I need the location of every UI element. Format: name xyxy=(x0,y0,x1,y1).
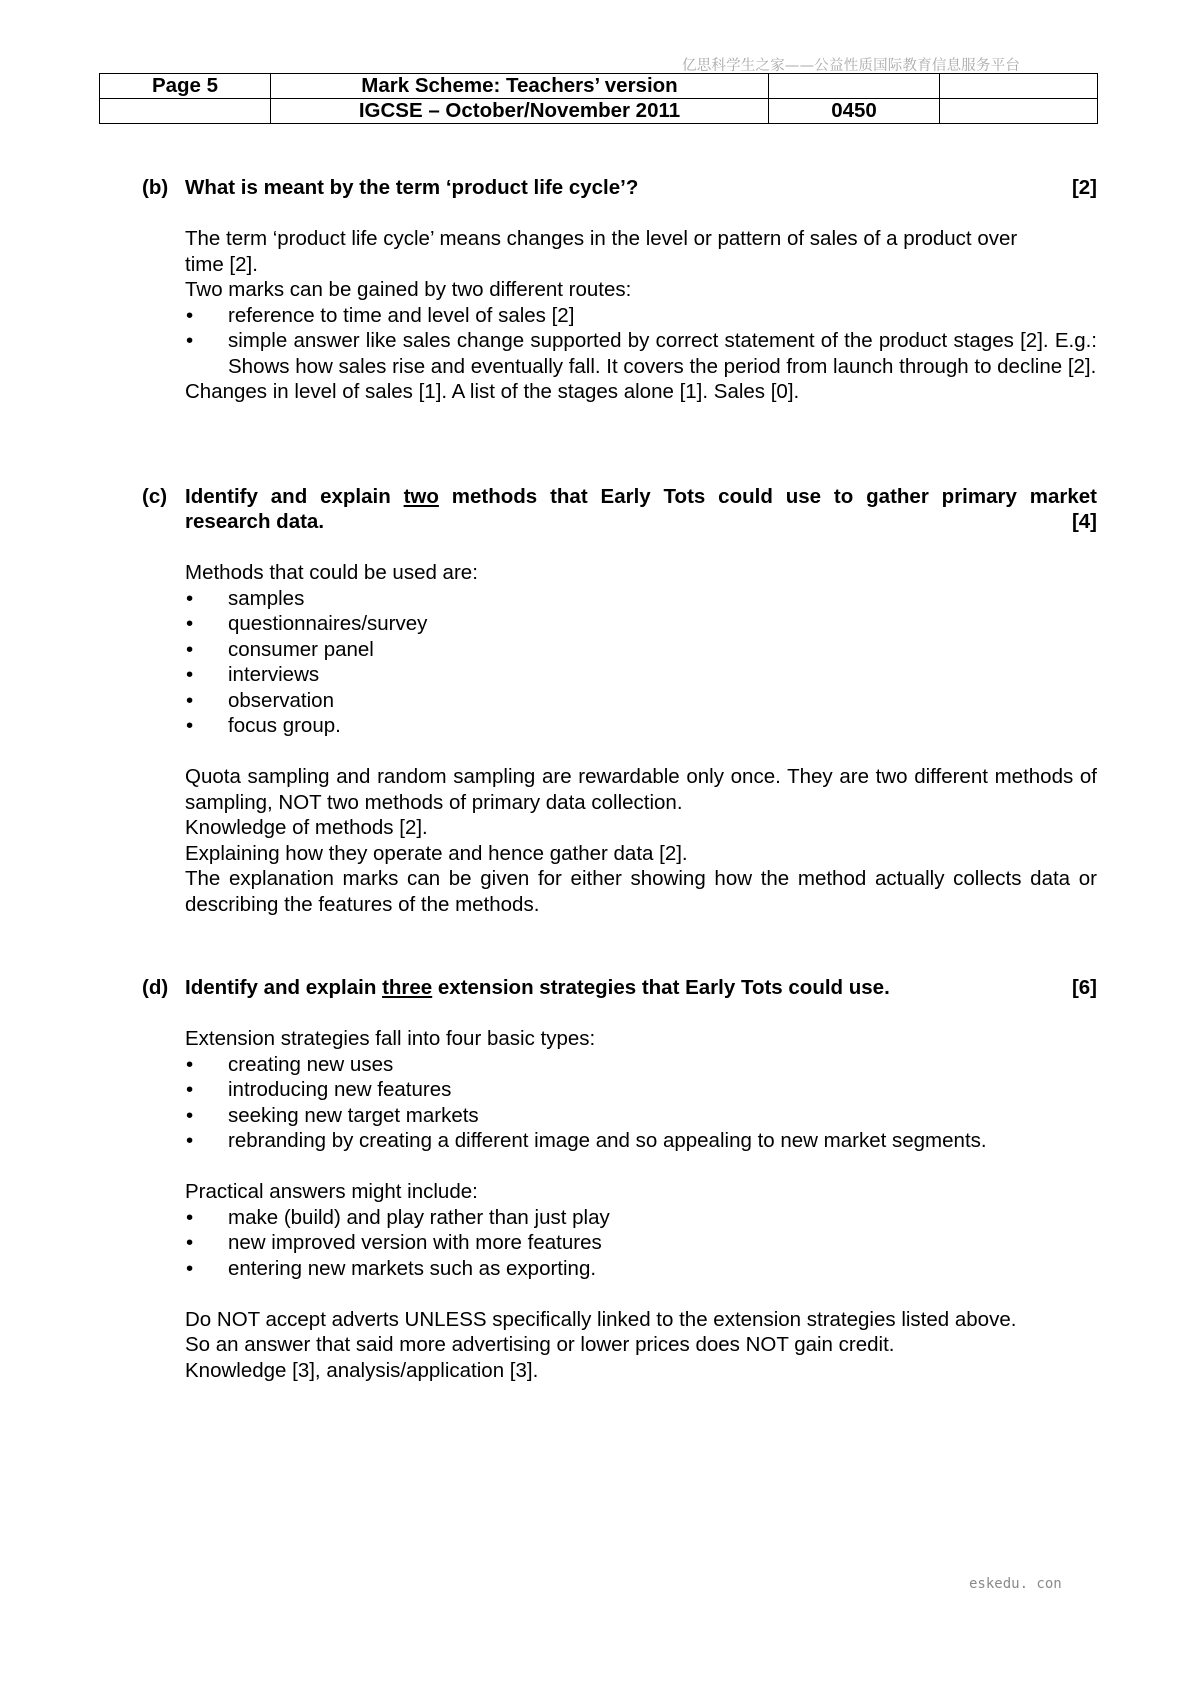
list-item xyxy=(185,1103,1097,1129)
list-item-text: consumer panel xyxy=(228,637,374,661)
answer-paragraph: Explaining how they operate and hence gather data [2]. xyxy=(185,841,688,865)
list-item-text: questionnaires/survey xyxy=(228,612,428,635)
list-item xyxy=(185,1230,1097,1256)
question-label: (b) xyxy=(142,176,169,199)
list-item xyxy=(185,328,1097,379)
list-item-text: simple answer like sales change supported by correct statement of the product stages [2]. E.g.: Shows how sales rise and eventually fall. It covers the period from launch through to decline [2]. xyxy=(228,329,1097,378)
list-item-text: introducing new features xyxy=(228,1078,452,1101)
bullet-icon: • xyxy=(186,586,194,610)
list-item-text: creating new uses xyxy=(228,1052,394,1076)
list-item xyxy=(185,713,1097,739)
header-table xyxy=(99,73,1098,124)
bullet-list xyxy=(185,303,1097,380)
list-item-text: new improved version with more features xyxy=(228,1231,602,1254)
list-item-text: entering new markets such as exporting. xyxy=(228,1256,597,1280)
list-item xyxy=(185,611,1097,637)
bullet-list xyxy=(185,586,1097,739)
bullet-icon: • xyxy=(186,1078,194,1101)
question-d-answer xyxy=(185,1026,1097,1383)
bullet-list xyxy=(185,1052,1097,1154)
list-item-text: observation xyxy=(228,688,334,712)
bullet-icon: • xyxy=(186,1205,194,1229)
answer-paragraph: So an answer that said more advertising or lower prices does NOT gain credit. xyxy=(185,1333,895,1356)
answer-paragraph: Methods that could be used are: xyxy=(185,561,478,584)
bullet-icon: • xyxy=(186,612,194,635)
list-item xyxy=(185,688,1097,714)
bullet-icon: • xyxy=(186,714,194,737)
emphasis-word: three xyxy=(382,976,433,999)
question-label: (c) xyxy=(142,485,168,508)
list-item xyxy=(185,1077,1097,1103)
list-item xyxy=(185,1256,1097,1282)
list-item xyxy=(185,1205,1097,1231)
question-b-answer xyxy=(185,226,1097,405)
bullet-icon: • xyxy=(186,1231,194,1254)
question-text: research data. xyxy=(185,510,325,533)
list-item xyxy=(185,637,1097,663)
bullet-icon: • xyxy=(186,303,194,327)
watermark-top: 亿思科学生之家——公益性质国际教育信息服务平台 xyxy=(682,58,1021,74)
answer-paragraph: Do NOT accept adverts UNLESS specifically linked to the extension strategies listed above. xyxy=(185,1307,1017,1331)
document-title: Mark Scheme: Teachers’ version xyxy=(271,74,769,99)
list-item xyxy=(185,662,1097,688)
list-item xyxy=(185,1052,1097,1078)
list-item-text: focus group. xyxy=(228,714,341,737)
answer-paragraph: Practical answers might include: xyxy=(185,1180,478,1203)
bullet-icon: • xyxy=(186,637,194,661)
list-item-text: samples xyxy=(228,586,305,610)
list-item-text: seeking new target markets xyxy=(228,1103,479,1127)
page-number: Page 5 xyxy=(100,74,271,99)
header-empty-cell xyxy=(940,99,1098,124)
bullet-icon: • xyxy=(186,329,194,352)
list-item xyxy=(185,586,1097,612)
answer-paragraph: The term ‘product life cycle’ means changes in the level or pattern of sales of a product over xyxy=(185,227,1018,250)
header-empty-cell xyxy=(769,74,940,99)
question-marks: [4] xyxy=(1071,510,1097,533)
syllabus-code: 0450 xyxy=(769,99,940,124)
list-item-text: rebranding by creating a different image and so appealing to new market segments. xyxy=(228,1129,987,1152)
bullet-icon: • xyxy=(186,688,194,712)
question-label: (d) xyxy=(142,976,169,999)
bullet-icon: • xyxy=(186,1256,194,1280)
exam-session: IGCSE – October/November 2011 xyxy=(271,99,769,124)
question-text: What is meant by the term ‘product life cycle’? xyxy=(185,176,639,199)
emphasis-word: two xyxy=(403,485,439,508)
question-c-heading xyxy=(142,484,1097,536)
bullet-icon: • xyxy=(186,1052,194,1076)
question-marks: [6] xyxy=(1071,976,1097,999)
answer-paragraph: time [2]. xyxy=(185,252,258,276)
question-marks: [2] xyxy=(1071,176,1097,199)
bullet-icon: • xyxy=(186,1103,194,1127)
header-empty-cell xyxy=(940,74,1098,99)
list-item xyxy=(185,1128,1097,1154)
header-empty-cell xyxy=(100,99,271,124)
list-item-text: reference to time and level of sales [2] xyxy=(228,303,575,327)
bullet-icon: • xyxy=(186,1129,194,1152)
answer-paragraph: The explanation marks can be given for either showing how the method actually collects data or describing the features of the methods. xyxy=(185,867,1097,916)
answer-paragraph: Knowledge [3], analysis/application [3]. xyxy=(185,1358,539,1382)
answer-paragraph: Extension strategies fall into four basic types: xyxy=(185,1027,596,1050)
bullet-list xyxy=(185,1205,1097,1282)
answer-paragraph: Changes in level of sales [1]. A list of the stages alone [1]. Sales [0]. xyxy=(185,380,800,403)
list-item-text: interviews xyxy=(228,663,320,686)
answer-paragraph: Quota sampling and random sampling are rewardable only once. They are two different methods of sampling, NOT two methods of primary data collection. xyxy=(185,765,1097,814)
question-text: Identify and explain two methods that Early Tots could use to gather primary market xyxy=(185,485,1097,508)
list-item xyxy=(185,303,1097,329)
list-item-text: make (build) and play rather than just play xyxy=(228,1205,610,1229)
watermark-bottom: eskedu. con xyxy=(969,1576,1062,1592)
answer-paragraph: Knowledge of methods [2]. xyxy=(185,816,428,839)
question-text: Identify and explain three extension strategies that Early Tots could use. xyxy=(185,976,890,999)
answer-paragraph: Two marks can be gained by two different routes: xyxy=(185,278,632,301)
question-c-answer xyxy=(185,560,1097,917)
bullet-icon: • xyxy=(186,663,194,686)
